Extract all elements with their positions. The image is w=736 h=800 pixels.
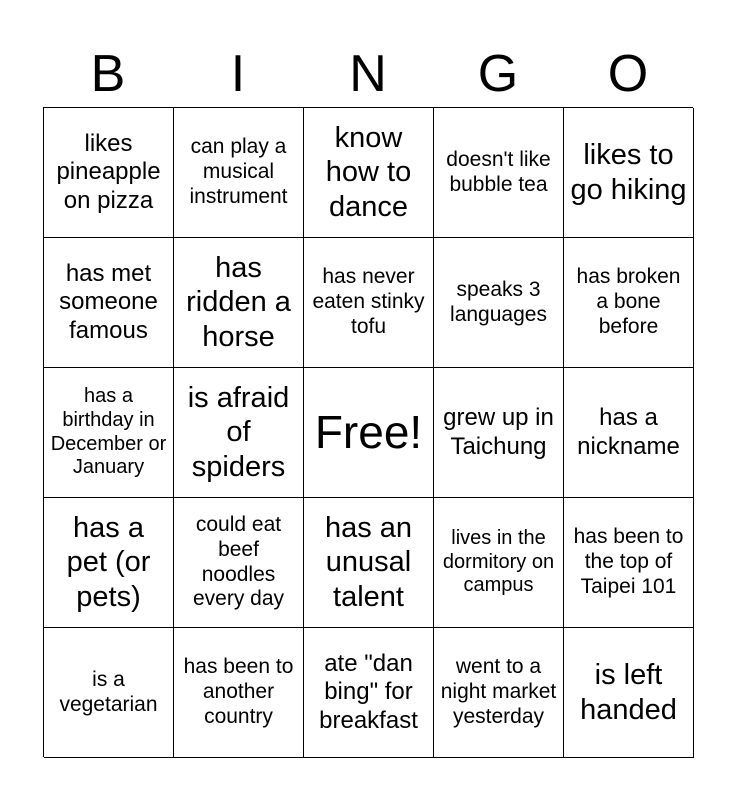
- bingo-cell[interactable]: [434, 498, 564, 628]
- cell-text: has an unusal talent: [324, 512, 413, 613]
- bingo-cell[interactable]: [44, 498, 174, 628]
- cell-text: has a nickname: [577, 404, 680, 460]
- cell-text: likes to go hiking: [570, 139, 687, 206]
- bingo-cell[interactable]: [174, 498, 304, 628]
- bingo-cell[interactable]: [564, 238, 694, 368]
- cell-text: has never eaten stinky tofu: [312, 265, 425, 338]
- bingo-cell[interactable]: [564, 628, 694, 758]
- cell-text: is afraid of spiders: [187, 382, 290, 483]
- bingo-grid: [43, 107, 693, 757]
- cell-text: know how to dance: [325, 122, 412, 223]
- cell-text: ate "dan bing" for breakfast: [319, 650, 418, 734]
- bingo-cell[interactable]: [304, 108, 434, 238]
- cell-text: has ridden a horse: [186, 252, 291, 353]
- bingo-cell[interactable]: [44, 628, 174, 758]
- bingo-cell[interactable]: [434, 108, 564, 238]
- free-space-text: Free!: [314, 406, 423, 459]
- bingo-cell[interactable]: [304, 628, 434, 758]
- cell-text: can play a musical instrument: [189, 135, 288, 208]
- bingo-cell[interactable]: [434, 238, 564, 368]
- header-letter-o: O: [607, 45, 649, 103]
- bingo-cell[interactable]: [174, 108, 304, 238]
- bingo-cell[interactable]: [304, 238, 434, 368]
- cell-text: went to a night market yesterday: [440, 655, 557, 728]
- bingo-cell[interactable]: [174, 628, 304, 758]
- bingo-cell[interactable]: [434, 368, 564, 498]
- cell-text: has a pet (or pets): [66, 512, 151, 613]
- bingo-cell[interactable]: [174, 368, 304, 498]
- bingo-cell[interactable]: [564, 498, 694, 628]
- header-letter-g: G: [477, 45, 519, 103]
- cell-text: is left handed: [580, 659, 677, 726]
- bingo-cell[interactable]: [564, 368, 694, 498]
- cell-text: could eat beef noodles every day: [192, 512, 285, 611]
- bingo-header: [43, 40, 693, 108]
- cell-text: has a birthday in December or January: [50, 385, 167, 479]
- header-letter-n: N: [349, 45, 387, 103]
- bingo-cell[interactable]: [44, 238, 174, 368]
- cell-text: has broken a bone before: [576, 265, 681, 338]
- cell-text: speaks 3 languages: [450, 277, 547, 326]
- bingo-cell[interactable]: [304, 498, 434, 628]
- cell-text: has met someone famous: [59, 260, 158, 344]
- header-letter-i: I: [230, 45, 246, 103]
- free-space-cell[interactable]: [304, 368, 434, 498]
- bingo-cell[interactable]: [44, 108, 174, 238]
- bingo-cell[interactable]: [434, 628, 564, 758]
- bingo-cell[interactable]: [174, 238, 304, 368]
- bingo-cell[interactable]: [564, 108, 694, 238]
- cell-text: has been to the top of Taipei 101: [573, 525, 684, 598]
- cell-text: is a vegetarian: [59, 667, 158, 716]
- header-letter-b: B: [90, 45, 126, 103]
- bingo-cell[interactable]: [44, 368, 174, 498]
- cell-text: has been to another country: [183, 655, 294, 728]
- cell-text: lives in the dormitory on campus: [442, 527, 555, 597]
- cell-text: likes pineapple on pizza: [56, 130, 161, 214]
- cell-text: doesn't like bubble tea: [446, 147, 551, 196]
- cell-text: grew up in Taichung: [443, 404, 554, 460]
